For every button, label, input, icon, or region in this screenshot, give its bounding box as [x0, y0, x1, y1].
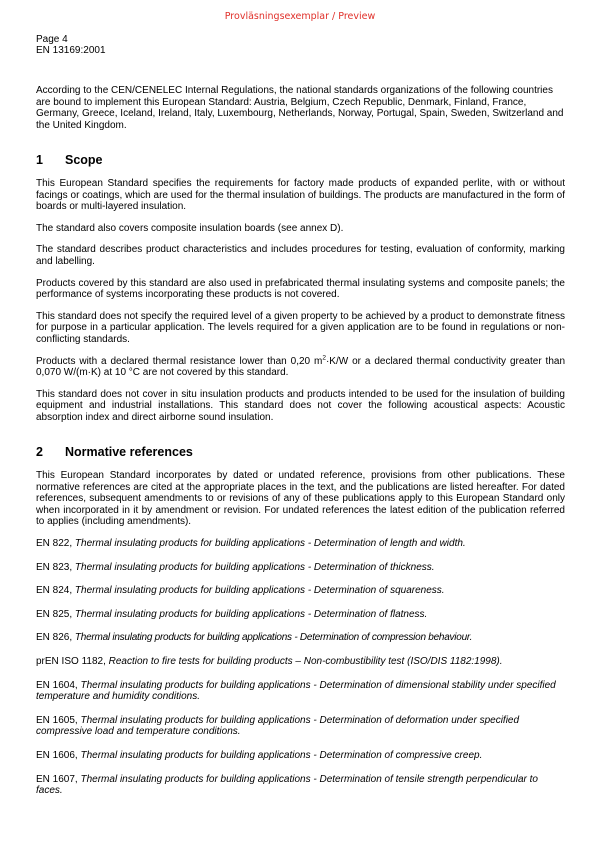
section-number: 1 [36, 153, 43, 168]
section-heading-scope [36, 155, 565, 167]
preview-banner: Provläsningsexemplar / Preview [224, 11, 376, 22]
scope-paragraph-5: This standard does not specify the required level of a given property to be achieved by a product to demonstrate fitness for purpose in a particular application. The levels required for a given application are to be found in regulations or non-conflicting standards. [36, 310, 565, 345]
reference-item: EN 822, Thermal insulating products for building applications - Determination of length and width. [36, 538, 466, 550]
reference-item: EN 1604, Thermal insulating products for building applications - Determination of dimensional stability under specified temperature and humidity conditions. [36, 679, 556, 703]
reference-item: EN 1606, Thermal insulating products for building applications - Determination of compressive creep. [36, 749, 483, 761]
standard-code: EN 13169:2001 [36, 45, 106, 56]
page-header [36, 34, 106, 56]
reference-item: EN 825, Thermal insulating products for building applications - Determination of flatness. [36, 608, 428, 620]
scope-paragraph-4: Products covered by this standard are also used in prefabricated thermal insulating systems and composite panels; the performance of systems incorporating these products is not covered. [36, 277, 565, 301]
superscript: 2 [322, 354, 326, 362]
document-body [36, 85, 565, 809]
reference-item: EN 1605, Thermal insulating products for building applications - Determination of deformation under specified compressive load and temperature conditions. [36, 714, 520, 738]
reference-list [36, 538, 565, 797]
scope-paragraph-2: The standard also covers composite insulation boards (see annex D). [36, 222, 344, 234]
reference-item: EN 824, Thermal insulating products for building applications - Determination of squareness. [36, 585, 445, 597]
page-number: Page 4 [36, 34, 68, 45]
section-title: Scope [65, 153, 103, 168]
reference-item: EN 826, Thermal insulating products for building applications - Determination of compression behaviour. [36, 632, 473, 644]
scope-paragraph-6 [36, 356, 565, 379]
scope-paragraph-6-part-b: ·K/W or a declared thermal conductivity greater than 0,070 W/(m·K) at 10 °C are not covered by this standard. [36, 355, 566, 379]
section-title: Normative references [65, 445, 193, 460]
normative-paragraph: This European Standard incorporates by dated or undated reference, provisions from other publications. These normative references are cited at the appropriate places in the text, and the publications are listed hereafter. For dated references, subsequent amendments to or revisions of any of these publications apply to this European Standard only when incorporated in it by amendment or revision. For undated references the latest edition of the publication referred to applies (including amendments). [36, 470, 565, 528]
section-heading-normative-references [36, 447, 565, 459]
scope-paragraph-1: This European Standard specifies the requirements for factory made products of expanded perlite, with or without facings or coatings, which are used for the thermal insulation of buildings. The products are manufactured in the form of boards or multi-layered insulation. [36, 177, 565, 213]
scope-paragraph-3: The standard describes product characteristics and includes procedures for testing, evaluation of conformity, marking and labelling. [36, 244, 565, 267]
scope-paragraph-6-part-a: Products with a declared thermal resistance lower than 0,20 m [36, 355, 323, 367]
section-number: 2 [36, 445, 43, 460]
scope-paragraph-7: This standard does not cover in situ insulation products and products intended to be used for the insulation of building equipment and industrial installations. This standard does not cover the following acoustical aspects: Acoustic absorption index and direct airborne sound insulation. [36, 388, 565, 423]
intro-paragraph: According to the CEN/CENELEC Internal Regulations, the national standards organizations of the following countries are bound to implement this European Standard: Austria, Belgium, Czech Republic, Denmark, Finland, France, Germany, Greece, Iceland, Ireland, Italy, Luxembourg, Netherlands, Norway, Portugal, Spain, Sweden, Switzerland and the United Kingdom. [36, 85, 564, 131]
reference-item: prEN ISO 1182, Reaction to fire tests for building products – Non-combustibility test (ISO/DIS 1182:1998). [36, 656, 503, 667]
reference-item: EN 823, Thermal insulating products for building applications - Determination of thickness. [36, 561, 435, 573]
reference-item: EN 1607, Thermal insulating products for building applications - Determination of tensile strength perpendicular to faces. [36, 773, 538, 797]
